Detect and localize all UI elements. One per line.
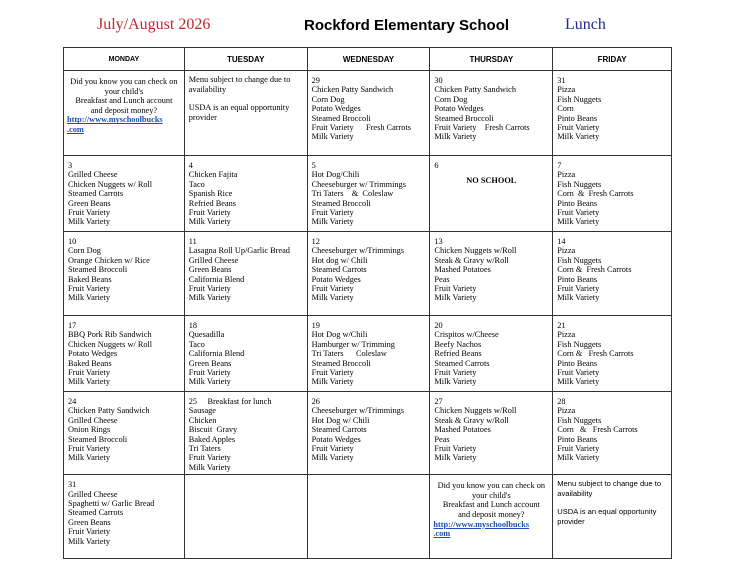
menu-item: Chicken Nuggets w/ Roll (68, 179, 153, 189)
menu-item: Green Beans (188, 265, 232, 275)
menu-item: Fruit Variety (68, 208, 111, 218)
menu-item: Milk Variety (434, 453, 477, 463)
day-cell (307, 71, 430, 156)
day-date: 26 (311, 397, 320, 406)
menu-item: Milk Variety (188, 377, 231, 387)
menu-item: Milk Variety (68, 536, 111, 546)
menu-item: Quesadilla (188, 330, 225, 340)
disclaimer-availability: Menu subject to change due to availability (188, 75, 291, 94)
day-date: 10 (68, 237, 77, 246)
note-text: and deposit money? (458, 510, 525, 520)
day-cell (184, 232, 307, 316)
week-row (64, 392, 672, 475)
menu-item: BBQ Pork Rib Sandwich (68, 330, 152, 340)
note-text: Breakfast and Lunch account (75, 96, 173, 106)
menu-item: Peas (434, 274, 450, 284)
day-cell (307, 232, 430, 316)
menu-item: Corn & Fresh Carrots (557, 425, 638, 435)
empty-cell (184, 475, 307, 559)
menu-item: Chicken (188, 415, 217, 425)
menu-item: Grilled Cheese (68, 415, 118, 425)
menu-item: California Blend (188, 349, 245, 359)
menu-item: Pinto Beans (557, 434, 598, 444)
menu-item: Refried Beans (434, 349, 482, 359)
day-date: 17 (68, 321, 77, 330)
menu-item: Milk Variety (68, 453, 111, 463)
menu-item: Milk Variety (311, 377, 354, 387)
day-cell (184, 316, 307, 392)
day-cell (184, 156, 307, 232)
menu-item: Chicken Patty Sandwich (311, 85, 394, 95)
day-cell (553, 232, 672, 316)
day-cell (64, 392, 185, 475)
menu-item: Hot dog w/ Chili (311, 255, 368, 265)
day-header-tuesday: TUESDAY (184, 48, 307, 71)
menu-item: Pizza (557, 85, 576, 95)
menu-item: Steamed Carrots (311, 425, 367, 435)
menu-item: Tri Taters & Coleslaw (311, 189, 394, 199)
note-text: and deposit money? (90, 105, 158, 115)
menu-item: Fish Nuggets (557, 255, 602, 265)
menu-item: Corn Dog (311, 94, 345, 104)
day-date: 20 (434, 321, 443, 330)
day-header-wednesday: WEDNESDAY (307, 48, 430, 71)
day-date: 30 (434, 76, 443, 85)
day-date: 13 (434, 237, 443, 246)
day-cell (184, 392, 307, 475)
day-cell (553, 392, 672, 475)
menu-item: Potato Wedges (311, 434, 361, 444)
menu-item: Fruit Variety (557, 208, 600, 218)
day-header-thursday: THURSDAY (430, 48, 553, 71)
day-date: 21 (557, 321, 566, 330)
menu-item: Fruit Variety (311, 208, 354, 218)
menu-item: Milk Variety (68, 217, 111, 227)
day-date: 31 (68, 480, 77, 490)
week-row (64, 475, 672, 559)
menu-item: Corn Dog (68, 246, 101, 256)
menu-item: Spanish Rice (188, 189, 233, 199)
menu-item: Fruit Variety Fresh Carrots (434, 123, 530, 133)
month-title: July/August 2026 (97, 16, 211, 33)
menu-item: Taco (188, 339, 205, 349)
disclaimer-availability: Menu subject to change due to availability (557, 479, 662, 499)
menu-item: Cheeseburger w/ Trimmings (311, 179, 406, 189)
menu-item: Pizza (557, 246, 576, 256)
menu-item: Hot Dog w/Chili (311, 330, 368, 340)
week-row (64, 156, 672, 232)
menu-item: Pinto Beans (557, 274, 598, 284)
menu-item: Refried Beans (188, 198, 237, 208)
menu-item: Milk Variety (311, 293, 354, 303)
menu-item: Green Beans (68, 198, 111, 208)
school-name: Rockford Elementary School (304, 17, 510, 34)
menu-item: Steamed Broccoli (311, 113, 371, 123)
note-text: your child's (104, 86, 144, 96)
menu-item: Chicken Patty Sandwich (68, 406, 150, 416)
menu-item: Fruit Variety (557, 284, 600, 294)
menu-item: Milk Variety (557, 453, 600, 463)
day-cell (64, 475, 185, 559)
menu-item: Beefy Nachos (434, 339, 482, 349)
menu-item: Milk Variety (434, 132, 477, 142)
menu-item: Grilled Cheese (68, 170, 118, 180)
menu-item: Grilled Cheese (188, 255, 239, 265)
week-row (64, 316, 672, 392)
menu-item: Potato Wedges (311, 274, 361, 284)
menu-item: Milk Variety (311, 217, 354, 227)
day-date: 4 (188, 161, 193, 170)
menu-item: Steamed Broccoli (68, 434, 128, 444)
menu-item: Corn & Fresh Carrots (557, 265, 632, 275)
menu-item: Fruit Variety (68, 368, 111, 378)
myschoolbucks-link-end[interactable]: .com (67, 124, 84, 134)
menu-item: Chicken Nuggets w/ Roll (68, 339, 153, 349)
disclaimer-cell (184, 71, 307, 156)
day-date: 7 (557, 161, 562, 170)
day-date: 19 (311, 321, 320, 330)
menu-item: Peas (434, 434, 450, 444)
menu-item: Fruit Variety (188, 208, 231, 218)
day-cell (307, 392, 430, 475)
day-date: 5 (311, 161, 316, 170)
menu-item: Fish Nuggets (557, 339, 602, 349)
menu-item: Fruit Variety (557, 123, 600, 133)
day-cell (307, 316, 430, 392)
menu-item: Milk Variety (68, 293, 111, 303)
week-row (64, 71, 672, 156)
disclaimer-usda: USDA is an equal opportunity provider (188, 103, 290, 122)
menu-item: Onion Rings (68, 425, 111, 435)
menu-item: Pinto Beans (557, 358, 598, 368)
day-date: 31 (557, 76, 566, 85)
day-cell (553, 71, 672, 156)
menu-item: Potato Wedges (311, 104, 361, 114)
menu-item: Baked Apples (188, 434, 236, 444)
menu-item: Steamed Broccoli (311, 358, 371, 368)
menu-item: Sausage (188, 406, 216, 416)
menu-item: Mashed Potatoes (434, 425, 491, 435)
menu-item: Milk Variety (188, 217, 231, 227)
menu-item: Cheeseburger w/Trimmings (311, 246, 405, 256)
menu-item: Pinto Beans (557, 198, 598, 208)
menu-item: Crispitos w/Cheese (434, 330, 499, 340)
menu-item: Corn & Fresh Carrots (557, 349, 634, 359)
menu-item: Fruit Variety (557, 444, 600, 454)
menu-item: Mashed Potatoes (434, 265, 491, 275)
meal-type: Lunch (565, 16, 606, 33)
day-date: 6 (434, 161, 439, 170)
day-cell (553, 156, 672, 232)
menu-item: Milk Variety (434, 377, 477, 387)
menu-item: Fruit Variety (311, 444, 354, 454)
day-cell (64, 156, 185, 232)
menu-item: Corn (557, 104, 574, 114)
day-date: 28 (557, 397, 566, 406)
menu-item: Steak & Gravy w/Roll (434, 415, 509, 425)
menu-item: Chicken Nuggets w/Roll (434, 406, 517, 416)
no-school-label: NO SCHOOL (466, 176, 517, 186)
menu-item: Fruit Variety (557, 368, 600, 378)
menu-item: Milk Variety (557, 293, 600, 303)
menu-item: Milk Variety (434, 293, 477, 303)
menu-item: Orange Chicken w/ Rice (68, 255, 150, 265)
menu-item: Pizza (557, 330, 576, 340)
menu-item: Milk Variety (311, 132, 354, 142)
menu-item: Milk Variety (557, 217, 600, 227)
day-header-friday: FRIDAY (553, 48, 672, 71)
menu-item: Steamed Carrots (434, 358, 490, 368)
weekday-header-row (64, 48, 672, 71)
note-text: Did you know you can check on (70, 77, 178, 86)
menu-item: Fruit Variety (68, 444, 111, 454)
menu-item: Fruit Variety (188, 284, 231, 294)
menu-item: Pinto Beans (557, 113, 598, 123)
menu-item: Milk Variety (188, 462, 231, 472)
day-cell (64, 232, 185, 316)
menu-item: Fruit Variety (188, 453, 231, 463)
menu-item: Milk Variety (557, 377, 600, 387)
menu-item: California Blend (188, 274, 245, 284)
day-cell (553, 316, 672, 392)
menu-item: Steamed Carrots (68, 189, 124, 199)
menu-item: Tri Taters (188, 444, 221, 454)
menu-item: Spaghetti w/ Garlic Bread (68, 499, 155, 509)
menu-item: Steamed Carrots (311, 265, 367, 275)
menu-item: Corn Dog (434, 94, 468, 104)
day-cell (430, 71, 553, 156)
menu-item: Green Beans (68, 517, 111, 527)
day-date: 3 (68, 161, 73, 170)
day-header-monday: MONDAY (64, 48, 185, 71)
menu-item: Baked Beans (68, 274, 112, 284)
no-school-cell (430, 156, 553, 232)
menu-item: Fruit Variety (311, 284, 354, 294)
menu-item: Pizza (557, 170, 576, 180)
day-date: 29 (311, 76, 320, 85)
week-row (64, 232, 672, 316)
menu-item: Baked Beans (68, 358, 112, 368)
note-text: Breakfast and Lunch account (442, 500, 540, 510)
day-date: 14 (557, 237, 566, 246)
menu-item: Steamed Carrots (68, 508, 124, 518)
disclaimer-cell (553, 475, 672, 559)
menu-item: Fruit Variety (68, 284, 111, 294)
menu-item: Milk Variety (68, 377, 111, 387)
menu-item: Pizza (557, 406, 576, 416)
menu-item: Biscuit Gravy (188, 425, 238, 435)
disclaimer-usda: USDA is an equal opportunity provider (557, 507, 657, 527)
myschoolbucks-link[interactable]: http://www.myschoolbucks (433, 519, 530, 529)
menu-item: Fish Nuggets (557, 415, 602, 425)
menu-item: Fruit Variety (434, 368, 477, 378)
day-cell (430, 392, 553, 475)
menu-item: Fish Nuggets (557, 94, 602, 104)
menu-calendar (63, 47, 672, 559)
menu-item: Chicken Fajita (188, 170, 238, 180)
menu-item: Fruit Variety (311, 368, 354, 378)
day-cell (307, 156, 430, 232)
menu-item: Steamed Broccoli (434, 113, 494, 123)
day-date: 24 (68, 397, 77, 406)
menu-item: Milk Variety (311, 453, 354, 463)
menu-item: Chicken Nuggets w/Roll (434, 246, 517, 256)
account-info-cell (64, 71, 185, 156)
menu-item: Hot Dog w/ Chili (311, 415, 370, 425)
day-date: 12 (311, 237, 320, 246)
myschoolbucks-link-end[interactable]: .com (433, 529, 451, 539)
day-date: 27 (434, 397, 443, 406)
note-text: your child's (472, 490, 511, 500)
day-cell (430, 316, 553, 392)
menu-item: Steak & Gravy w/Roll (434, 255, 509, 265)
empty-cell (307, 475, 430, 559)
menu-item: Potato Wedges (434, 104, 484, 114)
day-date: 11 (188, 237, 197, 246)
menu-item: Hamburger w/ Trimming (311, 339, 395, 349)
note-text: Did you know you can check on (437, 481, 545, 491)
menu-item: Fish Nuggets (557, 179, 602, 189)
myschoolbucks-link[interactable]: http://www.myschoolbucks (67, 115, 163, 125)
menu-item: Milk Variety (188, 293, 231, 303)
menu-item: Fruit Variety (188, 368, 231, 378)
menu-item: Fruit Variety (434, 284, 477, 294)
day-cell (430, 232, 553, 316)
menu-item: Hot Dog/Chili (311, 170, 360, 180)
menu-item: Fruit Variety (68, 527, 111, 537)
menu-item: Fruit Variety (434, 444, 477, 454)
account-info-cell (430, 475, 553, 559)
menu-item: Corn & Fresh Carrots (557, 189, 634, 199)
menu-item: Cheeseburger w/Trimmings (311, 406, 405, 416)
menu-item: Steamed Broccoli (311, 198, 371, 208)
day-date: 18 (188, 321, 198, 330)
menu-item: Milk Variety (557, 132, 600, 142)
menu-item: Green Beans (188, 358, 232, 368)
menu-item: Chicken Patty Sandwich (434, 85, 516, 95)
menu-item: Potato Wedges (68, 349, 118, 359)
day-date: 25 Breakfast for lunch (188, 397, 272, 406)
day-cell (64, 316, 185, 392)
menu-item: Grilled Cheese (68, 489, 118, 499)
menu-item: Fruit Variety Fresh Carrots (311, 123, 411, 133)
menu-item: Tri Taters Coleslaw (311, 349, 387, 359)
menu-item: Taco (188, 179, 205, 189)
menu-item: Steamed Broccoli (68, 265, 128, 275)
menu-item: Lasagna Roll Up/Garlic Bread (188, 246, 290, 256)
